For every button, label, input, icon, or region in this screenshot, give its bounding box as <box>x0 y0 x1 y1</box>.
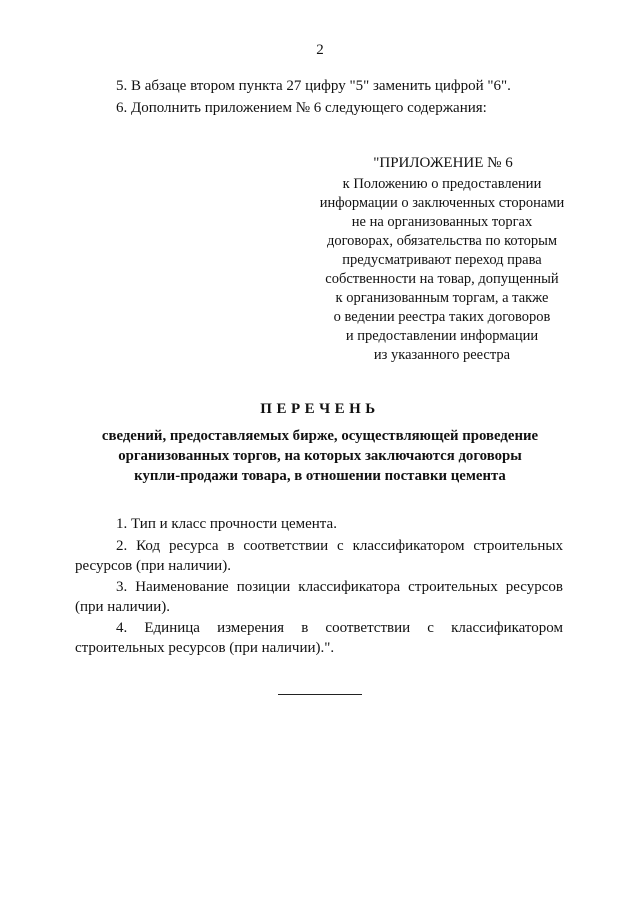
subtitle-line: организованных торгов, на которых заключаются договоры <box>118 448 522 464</box>
amendment-item-6: 6. Дополнить приложением № 6 следующего содержания: <box>116 100 487 116</box>
annex-line: к Положению о предоставлении <box>342 176 542 192</box>
annex-line: не на организованных торгах <box>351 214 533 230</box>
annex-title: "ПРИЛОЖЕНИЕ № 6 <box>373 155 513 171</box>
list-item-continuation: ресурсов (при наличии). <box>75 558 231 574</box>
subtitle-line: сведений, предоставляемых бирже, осуществляющей проведение <box>101 428 539 444</box>
annex-line: собственности на товар, допущенный <box>325 271 559 287</box>
annex-line: информации о заключенных сторонами <box>319 195 565 211</box>
annex-line: предусматривают переход права <box>342 252 542 268</box>
annex-line: из указанного реестра <box>373 347 511 363</box>
section-title: ПЕРЕЧЕНЬ <box>260 401 380 417</box>
annex-line: и предоставлении информации <box>345 328 539 344</box>
requirements-list <box>75 514 563 658</box>
subtitle-line: купли-продажи товара, в отношении поставки цемента <box>134 468 506 484</box>
list-item-continuation: строительных ресурсов (при наличии).". <box>75 640 335 656</box>
list-item-text: 2. Код ресурса в соответствии с классификатором строительных <box>116 538 563 554</box>
list-item-text: 4. Единица измерения в соответствии с классификатором <box>116 620 563 636</box>
annex-line: о ведении реестра таких договоров <box>333 309 551 325</box>
list-item-1 <box>75 514 563 534</box>
annex-line: договорах, обязательства по которым <box>326 233 558 249</box>
list-item-continuation: (при наличии). <box>75 599 170 615</box>
list-item-3 <box>75 577 563 617</box>
end-divider <box>278 694 362 695</box>
annex-line: к организованным торгам, а также <box>335 290 549 306</box>
annex-header-block <box>292 154 592 365</box>
list-item-4 <box>75 618 563 658</box>
list-item-text: 1. Тип и класс прочности цемента. <box>116 516 337 532</box>
list-item-2 <box>75 536 563 576</box>
list-item-text: 3. Наименование позиции классификатора строительных ресурсов <box>116 579 563 595</box>
amendment-item-5: 5. В абзаце втором пункта 27 цифру "5" заменить цифрой "6". <box>116 78 511 94</box>
page-number: 2 <box>316 42 324 58</box>
section-subtitle <box>0 426 640 486</box>
